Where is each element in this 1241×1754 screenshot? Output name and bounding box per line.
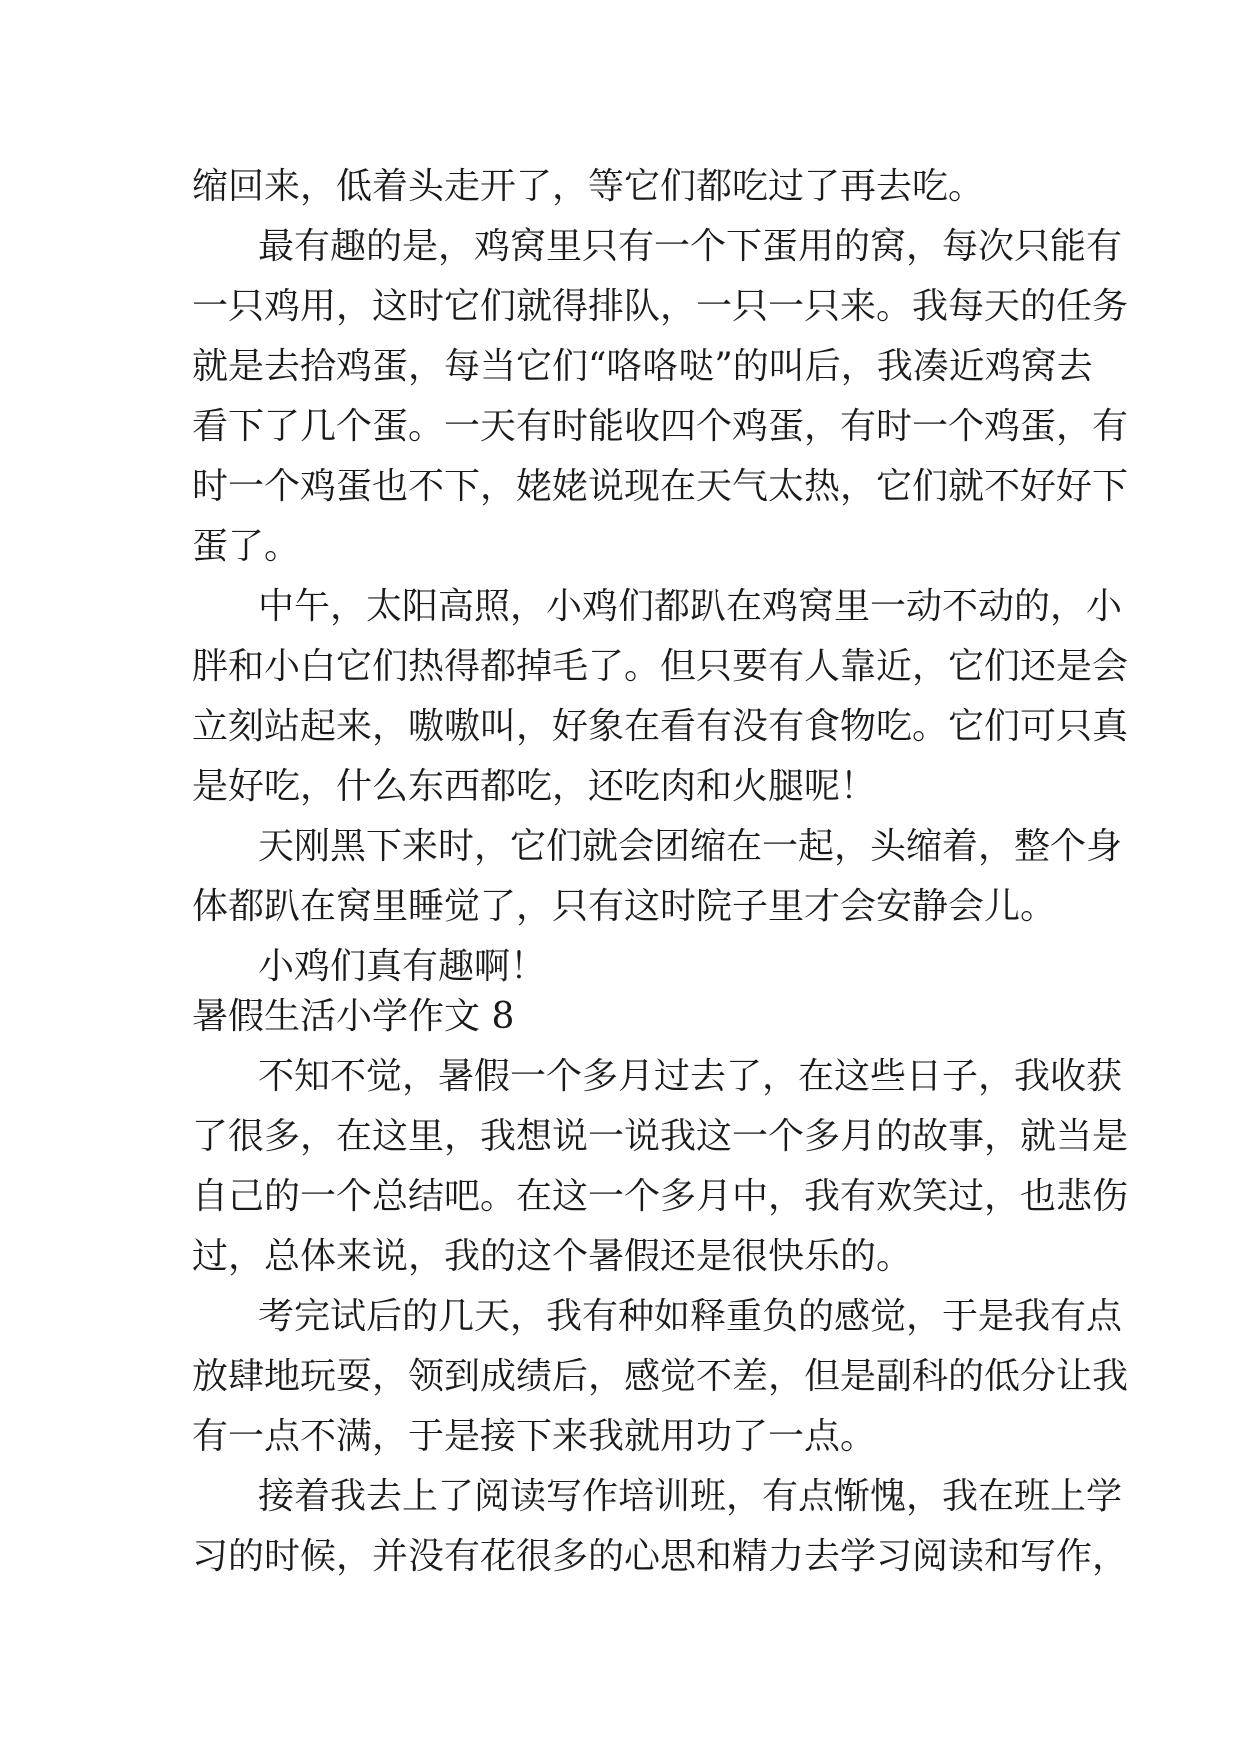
paragraph-first-line: 小鸡们真有趣啊！: [258, 946, 547, 987]
text-line: 过，总体来说，我的这个暑假还是很快乐的。: [192, 1236, 913, 1277]
paragraph-first-line: 接着我去上了阅读写作培训班，有点惭愧，我在班上学: [258, 1476, 1123, 1517]
text-line: 立刻站起来，嗷嗷叫，好象在看有没有食物吃。它们可只真: [192, 706, 1129, 747]
text-line: 习的时候，并没有花很多的心思和精力去学习阅读和写作，: [192, 1536, 1129, 1577]
text-line: 蛋了。: [192, 526, 301, 567]
section-heading: 暑假生活小学作文 8: [192, 996, 515, 1037]
text-line: 体都趴在窝里睡觉了，只有这时院子里才会安静会儿。: [192, 886, 1057, 927]
paragraph-first-line: 不知不觉，暑假一个多月过去了，在这些日子，我收获: [258, 1056, 1123, 1097]
text-line: 了很多，在这里，我想说一说我这一个多月的故事，就当是: [192, 1116, 1129, 1157]
paragraph-first-line: 考完试后的几天，我有种如释重负的感觉，于是我有点: [258, 1296, 1123, 1337]
text-line: 就是去拾鸡蛋，每当它们“咯咯哒”的叫后，我凑近鸡窝去: [192, 346, 1093, 387]
paragraph-first-line: 中午，太阳高照，小鸡们都趴在鸡窝里一动不动的，小: [258, 586, 1123, 627]
text-line: 胖和小白它们热得都掉毛了。但只要有人靠近，它们还是会: [192, 646, 1129, 687]
text-line: 有一点不满，于是接下来我就用功了一点。: [192, 1416, 877, 1457]
text-line: 一只鸡用，这时它们就得排队，一只一只来。我每天的任务: [192, 286, 1129, 327]
text-line: 放肆地玩耍，领到成绩后，感觉不差，但是副科的低分让我: [192, 1356, 1129, 1397]
paragraph-first-line: 最有趣的是，鸡窝里只有一个下蛋用的窝，每次只能有: [258, 226, 1123, 267]
text-line: 是好吃，什么东西都吃，还吃肉和火腿呢！: [192, 766, 877, 807]
text-line: 时一个鸡蛋也不下，姥姥说现在天气太热，它们就不好好下: [192, 466, 1129, 507]
text-line: 缩回来，低着头走开了，等它们都吃过了再去吃。: [192, 166, 985, 207]
paragraph-first-line: 天刚黑下来时，它们就会团缩在一起，头缩着，整个身: [258, 826, 1123, 867]
text-line: 自己的一个总结吧。在这一个多月中，我有欢笑过，也悲伤: [192, 1176, 1129, 1217]
text-line: 看下了几个蛋。一天有时能收四个鸡蛋，有时一个鸡蛋，有: [192, 406, 1129, 447]
